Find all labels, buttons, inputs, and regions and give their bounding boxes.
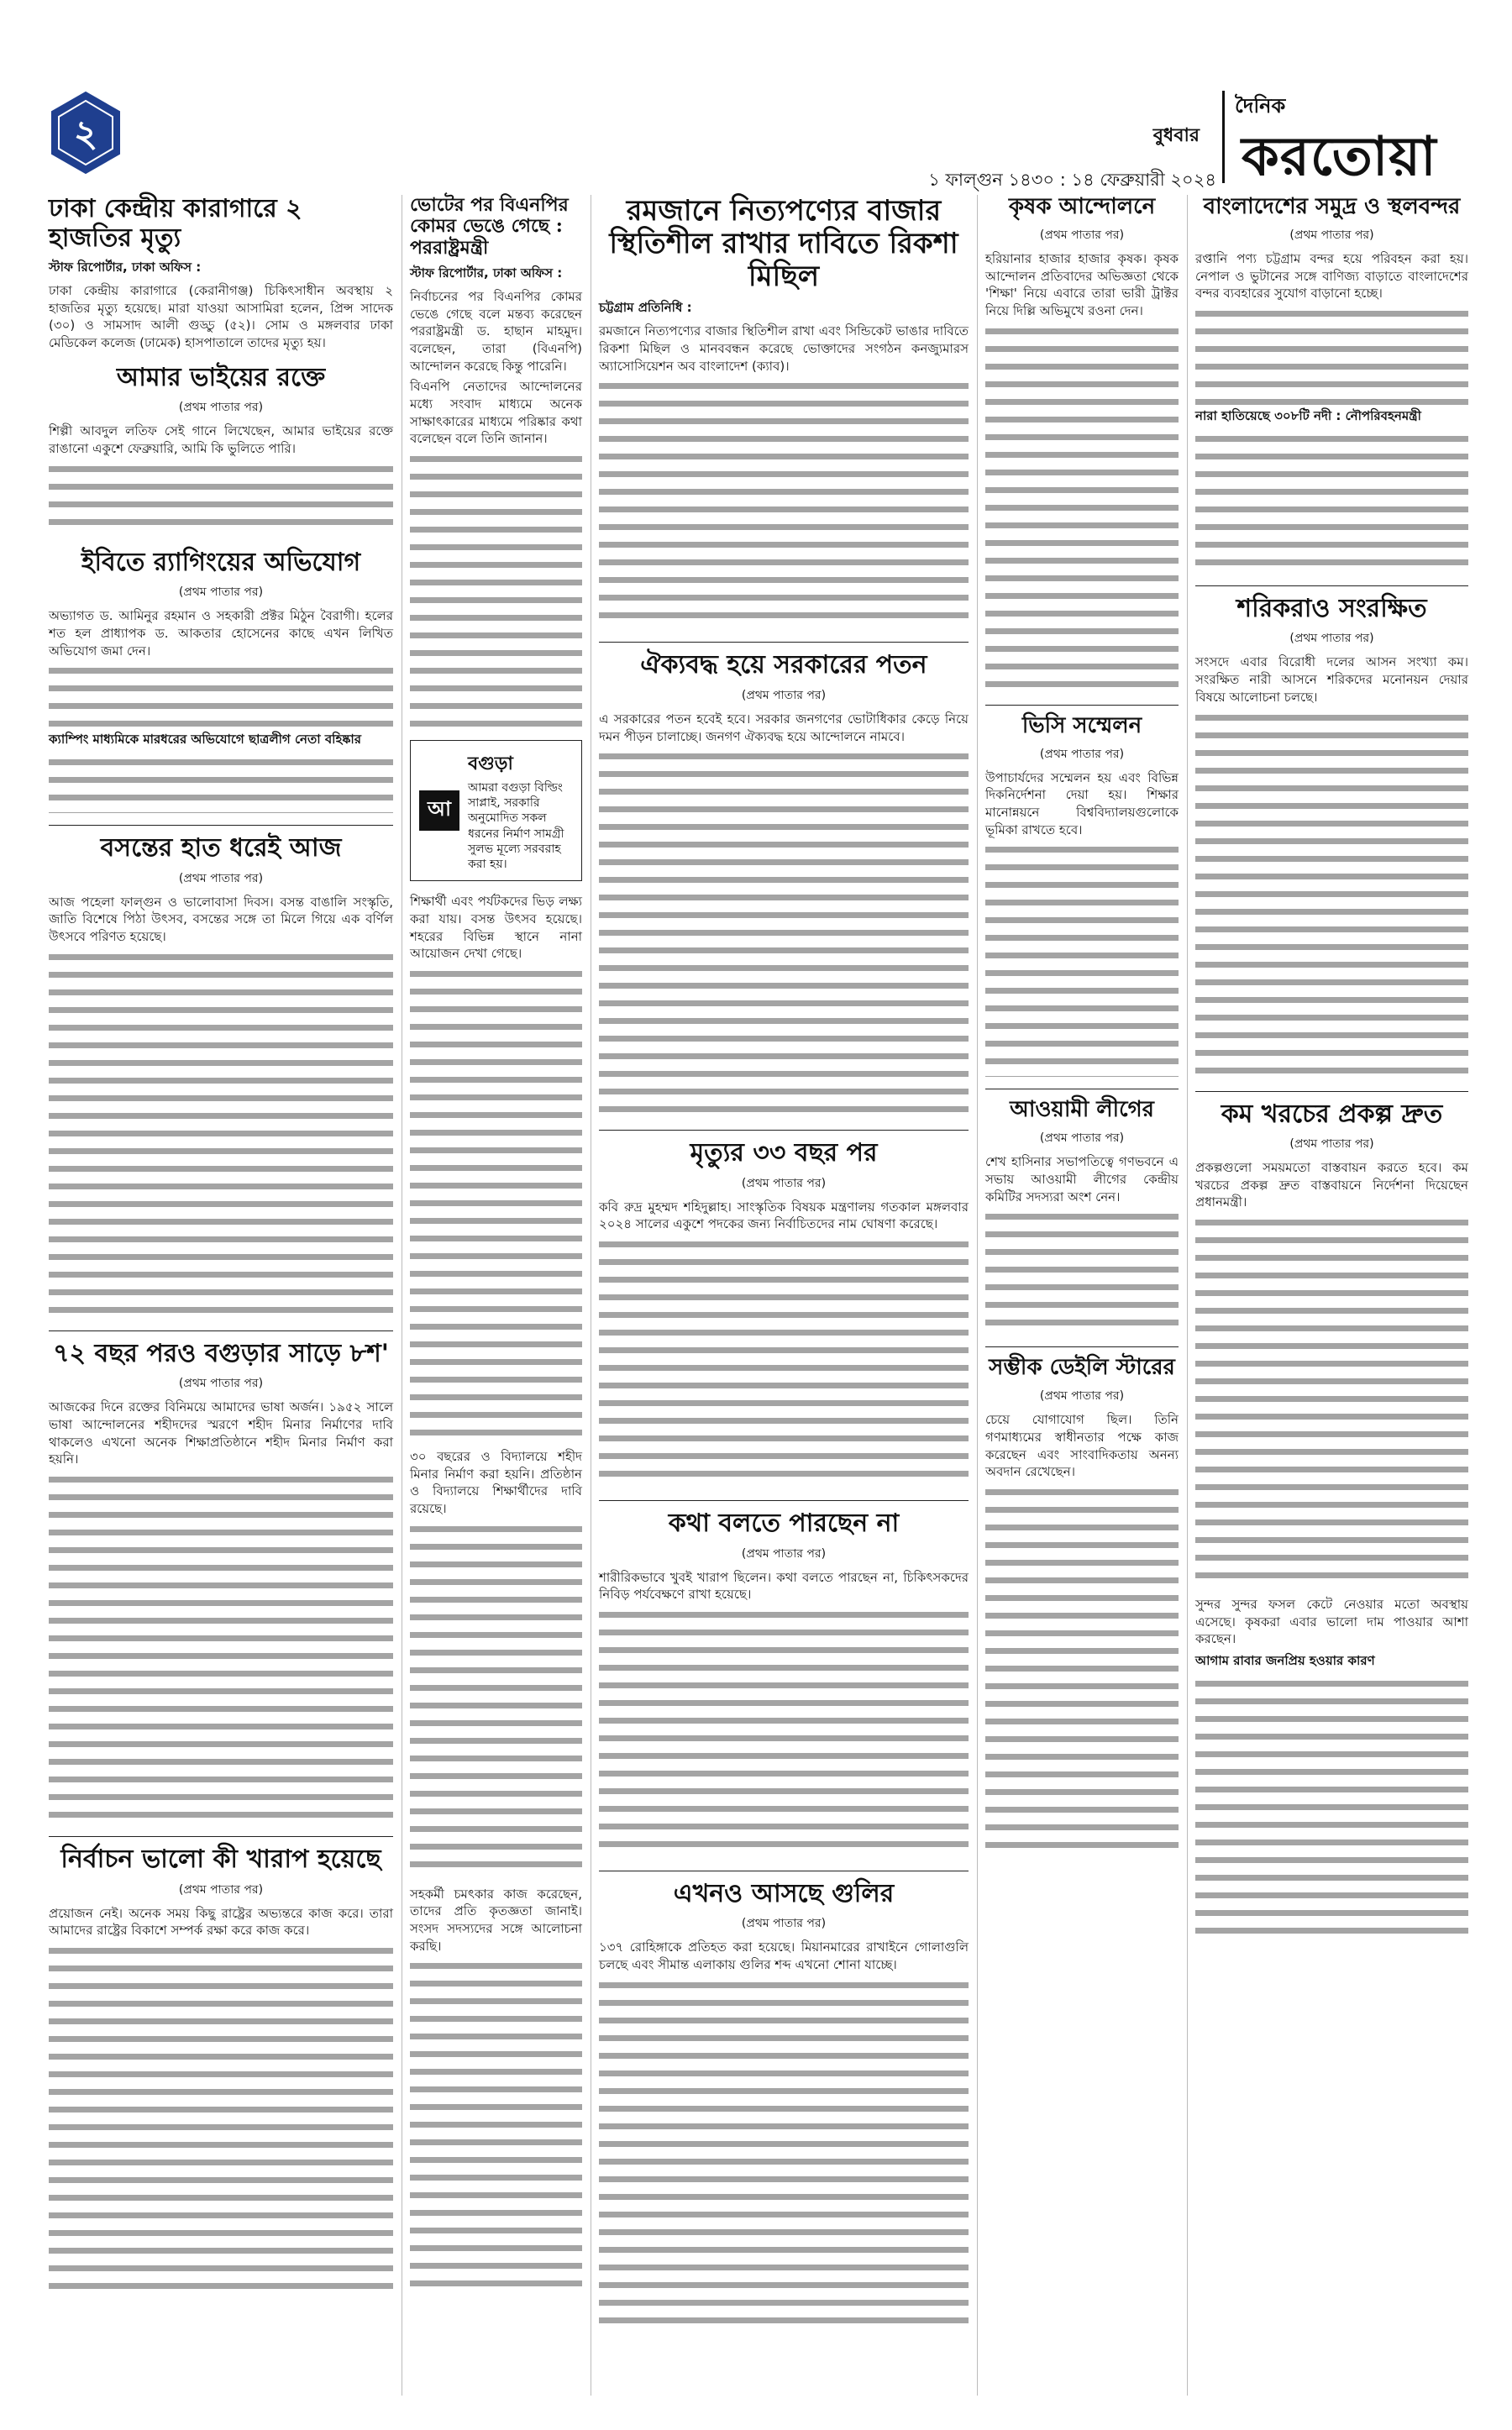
story-low-cost-projects bbox=[1195, 1100, 1468, 1585]
divider bbox=[599, 1130, 969, 1131]
story-ragging bbox=[49, 548, 393, 814]
story-72-years bbox=[49, 1340, 393, 1824]
text-filler bbox=[410, 1521, 582, 1874]
story-headline: ইবিতে র‌্যাগিংয়ের অভিযোগ bbox=[81, 547, 361, 577]
newspaper-logo bbox=[1222, 91, 1468, 188]
continued-label: (প্রথম পাতার পর) bbox=[1289, 228, 1374, 242]
story-vc-conference bbox=[985, 714, 1179, 1078]
column-separator bbox=[977, 195, 978, 2396]
text-filler bbox=[410, 1958, 582, 2294]
text-filler bbox=[1195, 1676, 1468, 1945]
continued-label: (প্রথম পাতার পর) bbox=[741, 688, 827, 702]
story-body: আজকের দিনে রক্তের বিনিময়ে আমাদের ভাষা অর্জন। ১৯৫২ সালে ভাষা আন্দোলনের শহীদদের স্মরণে শহীদ মিনার নির্মাণের দাবি থাকলেও এখনো অনেক শিক্ষাপ্রতিষ্ঠানে শহীদ মিনার নির্মাণ করা হয়নি। bbox=[49, 1399, 393, 1467]
column-2 bbox=[410, 195, 582, 2396]
story-body: প্রয়োজন নেই। অনেক সময় কিছু রাষ্ট্রের অভ্যন্তরে কাজ করে। তারা আমাদের রাষ্ট্রের বিকাশে সম্পর্ক রক্ষা করে কাজ করে। bbox=[49, 1905, 393, 1939]
page-number: ২ bbox=[73, 113, 98, 155]
divider bbox=[985, 1346, 1179, 1347]
continued-label: (প্রথম পাতার পর) bbox=[1039, 228, 1125, 242]
story-headline: কথা বলতে পারছেন না bbox=[668, 1509, 900, 1539]
ad-logo: আ bbox=[419, 790, 459, 831]
story-gunfire bbox=[599, 1880, 969, 2330]
story-body: অভ্যাগত ড. আমিনুর রহমান ও সহকারী প্রক্টর মিঠুন বৈরাগী। হলের শত হল প্রাধ্যাপক ড. আকতার হোসেনের কাছে এখন লিখিত অভিযোগ জমা দেন। bbox=[49, 608, 393, 659]
story-daily-star bbox=[985, 1356, 1179, 1854]
story-body: সুন্দর সুন্দর ফসল কেটে নেওয়ার মতো অবস্থায় এসেছে। কৃষকরা এবার ভালো দাম পাওয়ার আশা করছেন। bbox=[1195, 1597, 1468, 1647]
text-filler bbox=[599, 1236, 969, 1488]
story-body: প্রকল্পগুলো সময়মতো বাস্তবায়ন করতে হবে। কম খরচের প্রকল্প দ্রুত বাস্তবায়নে নির্দেশনা দিয়েছেন প্রধানমন্ত্রী। bbox=[1195, 1160, 1468, 1210]
story-col2-continuation-a bbox=[410, 893, 582, 1436]
text-filler bbox=[410, 451, 582, 728]
column-3 bbox=[599, 195, 969, 2396]
text-filler bbox=[49, 461, 393, 537]
column-4 bbox=[985, 195, 1179, 2396]
story-election bbox=[49, 1845, 393, 2296]
text-filler bbox=[1195, 306, 1468, 407]
story-33-years bbox=[599, 1139, 969, 1488]
story-body: উপাচার্যদের সম্মেলন হয় এবং বিভিন্ন দিকনির্দেশনা দেয়া হয়। শিক্ষার মানোন্নয়নে বিশ্ববিদ্যালয়গুলোকে ভূমিকা রাখতে হবে। bbox=[985, 769, 1179, 837]
story-rickshaw-rally bbox=[599, 195, 969, 630]
continued-label: (প্রথম পাতার পর) bbox=[178, 1882, 264, 1897]
divider bbox=[49, 1836, 393, 1837]
text-filler bbox=[49, 1472, 393, 1824]
story-headline: মৃত্যুর ৩৩ বছর পর bbox=[690, 1138, 878, 1168]
story-seaports bbox=[1195, 195, 1468, 574]
story-headline: এখনও আসছে গুলির bbox=[673, 1878, 895, 1908]
text-filler bbox=[1195, 1215, 1468, 1584]
story-headline: ভিসি সম্মেলন bbox=[1021, 712, 1142, 738]
story-cant-speak bbox=[599, 1509, 969, 1859]
story-headline: আমার ভাইয়ের রক্তে bbox=[116, 362, 326, 392]
text-filler bbox=[985, 842, 1179, 1077]
story-headline: শরিকরাও সংরক্ষিত bbox=[1236, 593, 1427, 623]
story-awami-league bbox=[985, 1098, 1179, 1335]
text-filler bbox=[599, 378, 969, 630]
divider bbox=[49, 1330, 393, 1331]
story-body: চেয়ে যোগাযোগ ছিল। তিনি গণমাধ্যমের স্বাধীনতার পক্ষে কাজ করেছেন এবং সাংবাদিকতায় অনন্য অবদান রেখেছেন। bbox=[985, 1412, 1179, 1480]
story-body: শেখ হাসিনার সভাপতিত্বে গণভবনে এ সভায় আওয়ামী লীগের কেন্দ্রীয় কমিটির সদস্যরা অংশ নেন। bbox=[985, 1154, 1179, 1205]
text-filler bbox=[1195, 431, 1468, 574]
text-filler bbox=[49, 663, 393, 730]
story-body: এ সরকারের পতন হবেই হবে। সরকার জনগণের ভোটাধিকার কেড়ে নিয়ে দমন পীড়ন চালাচ্ছে। জনগণ ঐক্যবদ্ধ হয়ে আন্দোলনে নামবে। bbox=[599, 711, 969, 744]
story-body: কবি রুদ্র মুহম্মদ শহিদুল্লাহ। সাংস্কৃতিক বিষয়ক মন্ত্রণালয় গতকাল মঙ্গলবার ২০২৪ সালের একুশে পদকের জন্য নির্বাচিতদের নাম ঘোষণা করেছে। bbox=[599, 1199, 969, 1232]
story-headline: ঢাকা কেন্দ্রীয় কারাগারে ২ হাজতির মৃত্যু bbox=[49, 194, 302, 253]
continued-label: (প্রথম পাতার পর) bbox=[178, 1377, 264, 1391]
continued-label: (প্রথম পাতার পর) bbox=[1039, 747, 1125, 761]
story-govt-fall bbox=[599, 651, 969, 1118]
story-jail-deaths bbox=[49, 195, 393, 352]
story-headline: রমজানে নিত্যপণ্যের বাজার স্থিতিশীল রাখার দাবিতে রিকশা মিছিল bbox=[609, 194, 958, 294]
continued-label: (প্রথম পাতার পর) bbox=[1289, 632, 1374, 646]
masthead bbox=[49, 91, 1468, 190]
page-badge-hexagon-icon bbox=[49, 91, 123, 175]
divider bbox=[985, 705, 1179, 706]
story-body: ঢাকা কেন্দ্রীয় কারাগারে (কেরানীগঞ্জ) চিকিৎসাধীন অবস্থায় ২ হাজতির মৃত্যু হয়েছে। মারা যাওয়া আসামিরা হলেন, প্রিন্স সাদেক (৩০) ও সামসাদ আলী গুড্ডু (৫২)। সোম ও মঙ্গলবার ঢাকা মেডিকেল কলেজ (ঢামেক) হাসপাতালে তাদের মৃত্যু হয়। bbox=[49, 283, 393, 351]
story-body: শিক্ষার্থী এবং পর্যটকদের ভিড় লক্ষ্য করা যায়। বসন্ত উৎসব হয়েছে। শহরের বিভিন্ন স্থানে নানা আয়োজন দেখা গেছে। bbox=[410, 894, 582, 962]
story-headline: ঐক্যবদ্ধ হয়ে সরকারের পতন bbox=[640, 650, 927, 680]
story-byline: চট্টগ্রাম প্রতিনিধি : bbox=[599, 300, 692, 316]
story-headline: আওয়ামী লীগের bbox=[1010, 1097, 1154, 1123]
story-body: শারীরিকভাবে খুবই খারাপ ছিলেন। কথা বলতে পারছেন না, চিকিৎসকদের নিবিড় পর্যবেক্ষণে রাখা হয়েছে। bbox=[599, 1569, 969, 1603]
story-body: আজ পহেলা ফাল্গুন ও ভালোবাসা দিবস। বসন্ত বাঙালি সংস্কৃতি, জাতি বিশেষে পিঠা উৎসব, বসন্তের সঙ্গে তা মিলে গিয়ে এক বর্ণিল উৎসবে পরিণত হয়েছে। bbox=[49, 894, 393, 945]
story-body: শিল্পী আবদুল লতিফ সেই গানে লিখেছেন, আমার ভাইয়ের রক্তে রাঙানো একুশে ফেব্রুয়ারি, আমি কি ভুলিতে পারি। bbox=[49, 423, 393, 456]
text-filler bbox=[1195, 710, 1468, 1079]
continued-label: (প্রথম পাতার পর) bbox=[178, 871, 264, 885]
continued-label: (প্রথম পাতার পর) bbox=[741, 1917, 827, 1931]
story-headline: নির্বাচন ভালো কী খারাপ হয়েছে bbox=[60, 1845, 381, 1874]
continued-label: (প্রথম পাতার পর) bbox=[1289, 1137, 1374, 1152]
text-filler bbox=[985, 1484, 1179, 1854]
story-spring bbox=[49, 834, 393, 1319]
story-headline: কৃষক আন্দোলনে bbox=[1008, 194, 1156, 219]
page-number-badge bbox=[49, 91, 123, 175]
story-amar-bhaiyer bbox=[49, 364, 393, 537]
text-filler bbox=[49, 754, 393, 813]
text-filler bbox=[599, 1977, 969, 2330]
text-filler bbox=[410, 966, 582, 1436]
story-body: ৩০ বছরের ও বিদ্যালয়ে শহীদ মিনার নির্মাণ করা হয়নি। প্রতিষ্ঠান ও বিদ্যালয়ে শিক্ষার্থীদের দাবি রয়েছে। bbox=[410, 1448, 582, 1517]
story-bnp-waist bbox=[410, 195, 582, 728]
story-allies-reserved bbox=[1195, 595, 1468, 1079]
story-body: হরিয়ানার হাজার হাজার কৃষক। কৃষক আন্দোলন প্রতিবাদের অভিজ্ঞতা থেকে 'শিক্ষা' নিয়ে এবারে তারা ভারী ট্রাক্টর নিয়ে দিল্লি অভিমুখে রওনা দেন। bbox=[985, 250, 1179, 318]
logo-big-text: করতোয়া bbox=[1242, 126, 1437, 188]
story-byline: স্টাফ রিপোর্টার, ঢাকা অফিস : bbox=[49, 260, 202, 275]
advertisement-box bbox=[410, 740, 582, 881]
divider bbox=[49, 825, 393, 826]
story-byline: স্টাফ রিপোর্টার, ঢাকা অফিস : bbox=[410, 265, 563, 281]
story-body: রপ্তানি পণ্য চট্টগ্রাম বন্দর হয়ে পরিবহন করা হয়। নেপাল ও ভুটানের সঙ্গে বাণিজ্য বাড়াতে বাংলাদেশের বন্দর ব্যবহারের সুযোগ বাড়ানো হচ্ছে। bbox=[1195, 250, 1468, 302]
story-farmer-movement bbox=[985, 195, 1179, 693]
story-headline: সম্ভীক ডেইলি স্টারের bbox=[989, 1355, 1175, 1381]
column-1 bbox=[49, 195, 393, 2396]
story-subhead: নারা হাতিয়েছে ৩০৮টি নদী : নৌপরিবহনমন্ত্রী bbox=[1195, 407, 1421, 423]
story-col2-continuation-b bbox=[410, 1448, 582, 1874]
text-filler bbox=[49, 1943, 393, 2296]
column-5 bbox=[1195, 195, 1468, 2396]
continued-label: (প্রথম পাতার পর) bbox=[1039, 1389, 1125, 1404]
story-col5-continuation bbox=[1195, 1596, 1468, 1945]
story-body: রমজানে নিত্যপণ্যের বাজার স্থিতিশীল রাখা এবং সিন্ডিকেট ভাঙার দাবিতে রিকশা মিছিল ও মানববন্ধন করেছে ভোক্তাদের সংগঠন কনজ্যুমারস অ্যাসোসিয়েশন অব বাংলাদেশ (ক্যাব)। bbox=[599, 323, 969, 374]
story-body-2: বিএনপি নেতাদের আন্দোলনের মধ্যে সংবাদ মাধ্যমে অনেক সাক্ষাৎকারের মাধ্যমে পরিষ্কার কথা বলেছেন বলে তিনি জানান। bbox=[410, 379, 582, 447]
story-body: সংসদে এবার বিরোধী দলের আসন সংখ্যা কম। সংরক্ষিত নারী আসনে শরিকদের মনোনয়ন দেয়ার বিষয়ে আলোচনা চলছে। bbox=[1195, 654, 1468, 705]
story-subhead: ক্যাম্পিং মাধ্যমিকে মারধরের অভিযোগে ছাত্রলীগ নেতা বহিষ্কার bbox=[49, 732, 361, 748]
story-headline: ৭২ বছর পরও বগুড়ার সাড়ে ৮শ' bbox=[53, 1338, 389, 1368]
column-separator bbox=[1187, 195, 1188, 2396]
ad-title: বগুড়া bbox=[468, 753, 513, 775]
text-filler bbox=[599, 748, 969, 1118]
masthead-date: ১ ফাল্গুন ১৪৩০ : ১৪ ফেব্রুয়ারী ২০২৪ bbox=[928, 170, 1216, 190]
logo-small-text: দৈনিক bbox=[1235, 94, 1286, 118]
story-headline: বসন্তের হাত ধরেই আজ bbox=[100, 833, 342, 863]
divider bbox=[599, 642, 969, 643]
text-filler bbox=[985, 323, 1179, 693]
story-body: সহকর্মী চমৎকার কাজ করেছেন, তাদের প্রতি কৃতজ্ঞতা জানাই। সংসদ সদস্যদের সঙ্গে আলোচনা করছি। bbox=[410, 1886, 582, 1954]
story-col2-continuation-c bbox=[410, 1886, 582, 2295]
story-body: নির্বাচনের পর বিএনপির কোমর ভেঙে গেছে বলে মন্তব্য করেছেন পররাষ্ট্রমন্ত্রী ড. হাছান মাহমুদ। বলেছেন, তারা (বিএনপি) আন্দোলন করেছে কিন্তু পারেনি। bbox=[410, 288, 582, 374]
divider bbox=[1195, 1091, 1468, 1092]
story-headline: বাংলাদেশের সমুদ্র ও স্থলবন্দর bbox=[1203, 194, 1461, 219]
divider bbox=[1195, 585, 1468, 586]
masthead-day: বুধবার bbox=[1152, 125, 1200, 146]
story-headline: ভোটের পর বিএনপির কোমর ভেঙে গেছে : পররাষ্ট্রমন্ত্রী bbox=[410, 194, 569, 259]
story-subhead: আগাম রাবার জনপ্রিয় হওয়ার কারণ bbox=[1195, 1653, 1375, 1669]
text-filler bbox=[49, 949, 393, 1319]
story-body: ১৩৭ রোহিঙ্গাকে প্রতিহত করা হয়েছে। মিয়ানমারের রাখাইনে গোলাগুলি চলছে এবং সীমান্ত এলাকায় গুলির শব্দ এখনো শোনা যাচ্ছে। bbox=[599, 1939, 969, 1973]
continued-label: (প্রথম পাতার পর) bbox=[178, 585, 264, 600]
ad-text: আমরা বগুড়া বিল্ডিং সাপ্লাই, সরকারি অনুমোদিত সকল ধরনের নির্মাণ সামগ্রী সুলভ মূল্যে সরবরাহ করা হয়। bbox=[468, 781, 564, 872]
text-filler bbox=[985, 1209, 1179, 1335]
divider bbox=[599, 1500, 969, 1501]
continued-label: (প্রথম পাতার পর) bbox=[178, 401, 264, 415]
story-headline: কম খরচের প্রকল্প দ্রুত bbox=[1221, 1099, 1443, 1129]
continued-label: (প্রথম পাতার পর) bbox=[1039, 1131, 1125, 1146]
continued-label: (প্রথম পাতার পর) bbox=[741, 1176, 827, 1190]
continued-label: (প্রথম পাতার পর) bbox=[741, 1546, 827, 1561]
text-filler bbox=[599, 1607, 969, 1859]
